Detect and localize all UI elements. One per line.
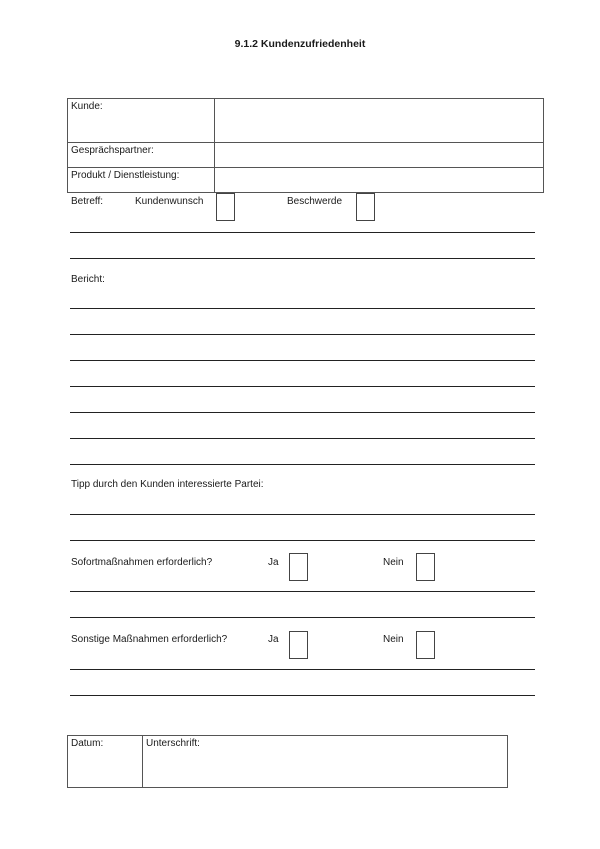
customer-field[interactable] xyxy=(215,99,544,143)
contact-label: Gesprächspartner: xyxy=(68,143,215,168)
tip-label: Tipp durch den Kunden interessierte Partei: xyxy=(71,479,264,490)
other-yes-checkbox[interactable] xyxy=(289,631,308,659)
other-no-label: Nein xyxy=(383,634,404,645)
date-label: Datum: xyxy=(71,738,104,749)
date-field[interactable] xyxy=(68,736,143,788)
signature-table xyxy=(67,735,508,788)
immediate-actions-label: Sofortmaßnahmen erforderlich? xyxy=(71,557,213,568)
contact-field[interactable] xyxy=(215,143,544,168)
subject-line-2[interactable] xyxy=(70,258,535,259)
report-line-4[interactable] xyxy=(70,386,535,387)
page-title: 9.1.2 Kundenzufriedenheit xyxy=(234,38,366,50)
immediate-no-checkbox[interactable] xyxy=(416,553,435,581)
other-line-2[interactable] xyxy=(70,695,535,696)
other-no-checkbox[interactable] xyxy=(416,631,435,659)
customer-label: Kunde: xyxy=(68,99,215,143)
subject-line-1[interactable] xyxy=(70,232,535,233)
subject-label: Betreff: xyxy=(71,196,104,207)
immediate-yes-label: Ja xyxy=(268,557,279,568)
report-line-6[interactable] xyxy=(70,438,535,439)
report-line-5[interactable] xyxy=(70,412,535,413)
subject-option-complaint-label: Beschwerde xyxy=(287,196,343,207)
other-yes-label: Ja xyxy=(268,634,279,645)
other-actions-label: Sonstige Maßnahmen erforderlich? xyxy=(71,634,228,645)
report-line-7[interactable] xyxy=(70,464,535,465)
report-line-2[interactable] xyxy=(70,334,535,335)
report-line-1[interactable] xyxy=(70,308,535,309)
signature-field[interactable] xyxy=(143,736,508,788)
tip-line-1[interactable] xyxy=(70,514,535,515)
report-line-3[interactable] xyxy=(70,360,535,361)
report-label: Bericht: xyxy=(71,274,105,285)
customer-wish-checkbox[interactable] xyxy=(216,193,235,221)
product-label: Produkt / Dienstleistung: xyxy=(68,168,215,193)
immediate-line-1[interactable] xyxy=(70,591,535,592)
immediate-no-label: Nein xyxy=(383,557,404,568)
complaint-checkbox[interactable] xyxy=(356,193,375,221)
customer-info-table xyxy=(67,98,544,193)
product-field[interactable] xyxy=(215,168,544,193)
signature-label: Unterschrift: xyxy=(146,738,200,749)
tip-line-2[interactable] xyxy=(70,540,535,541)
other-line-1[interactable] xyxy=(70,669,535,670)
immediate-line-2[interactable] xyxy=(70,617,535,618)
subject-option-customer-wish-label: Kundenwunsch xyxy=(135,196,204,207)
immediate-yes-checkbox[interactable] xyxy=(289,553,308,581)
